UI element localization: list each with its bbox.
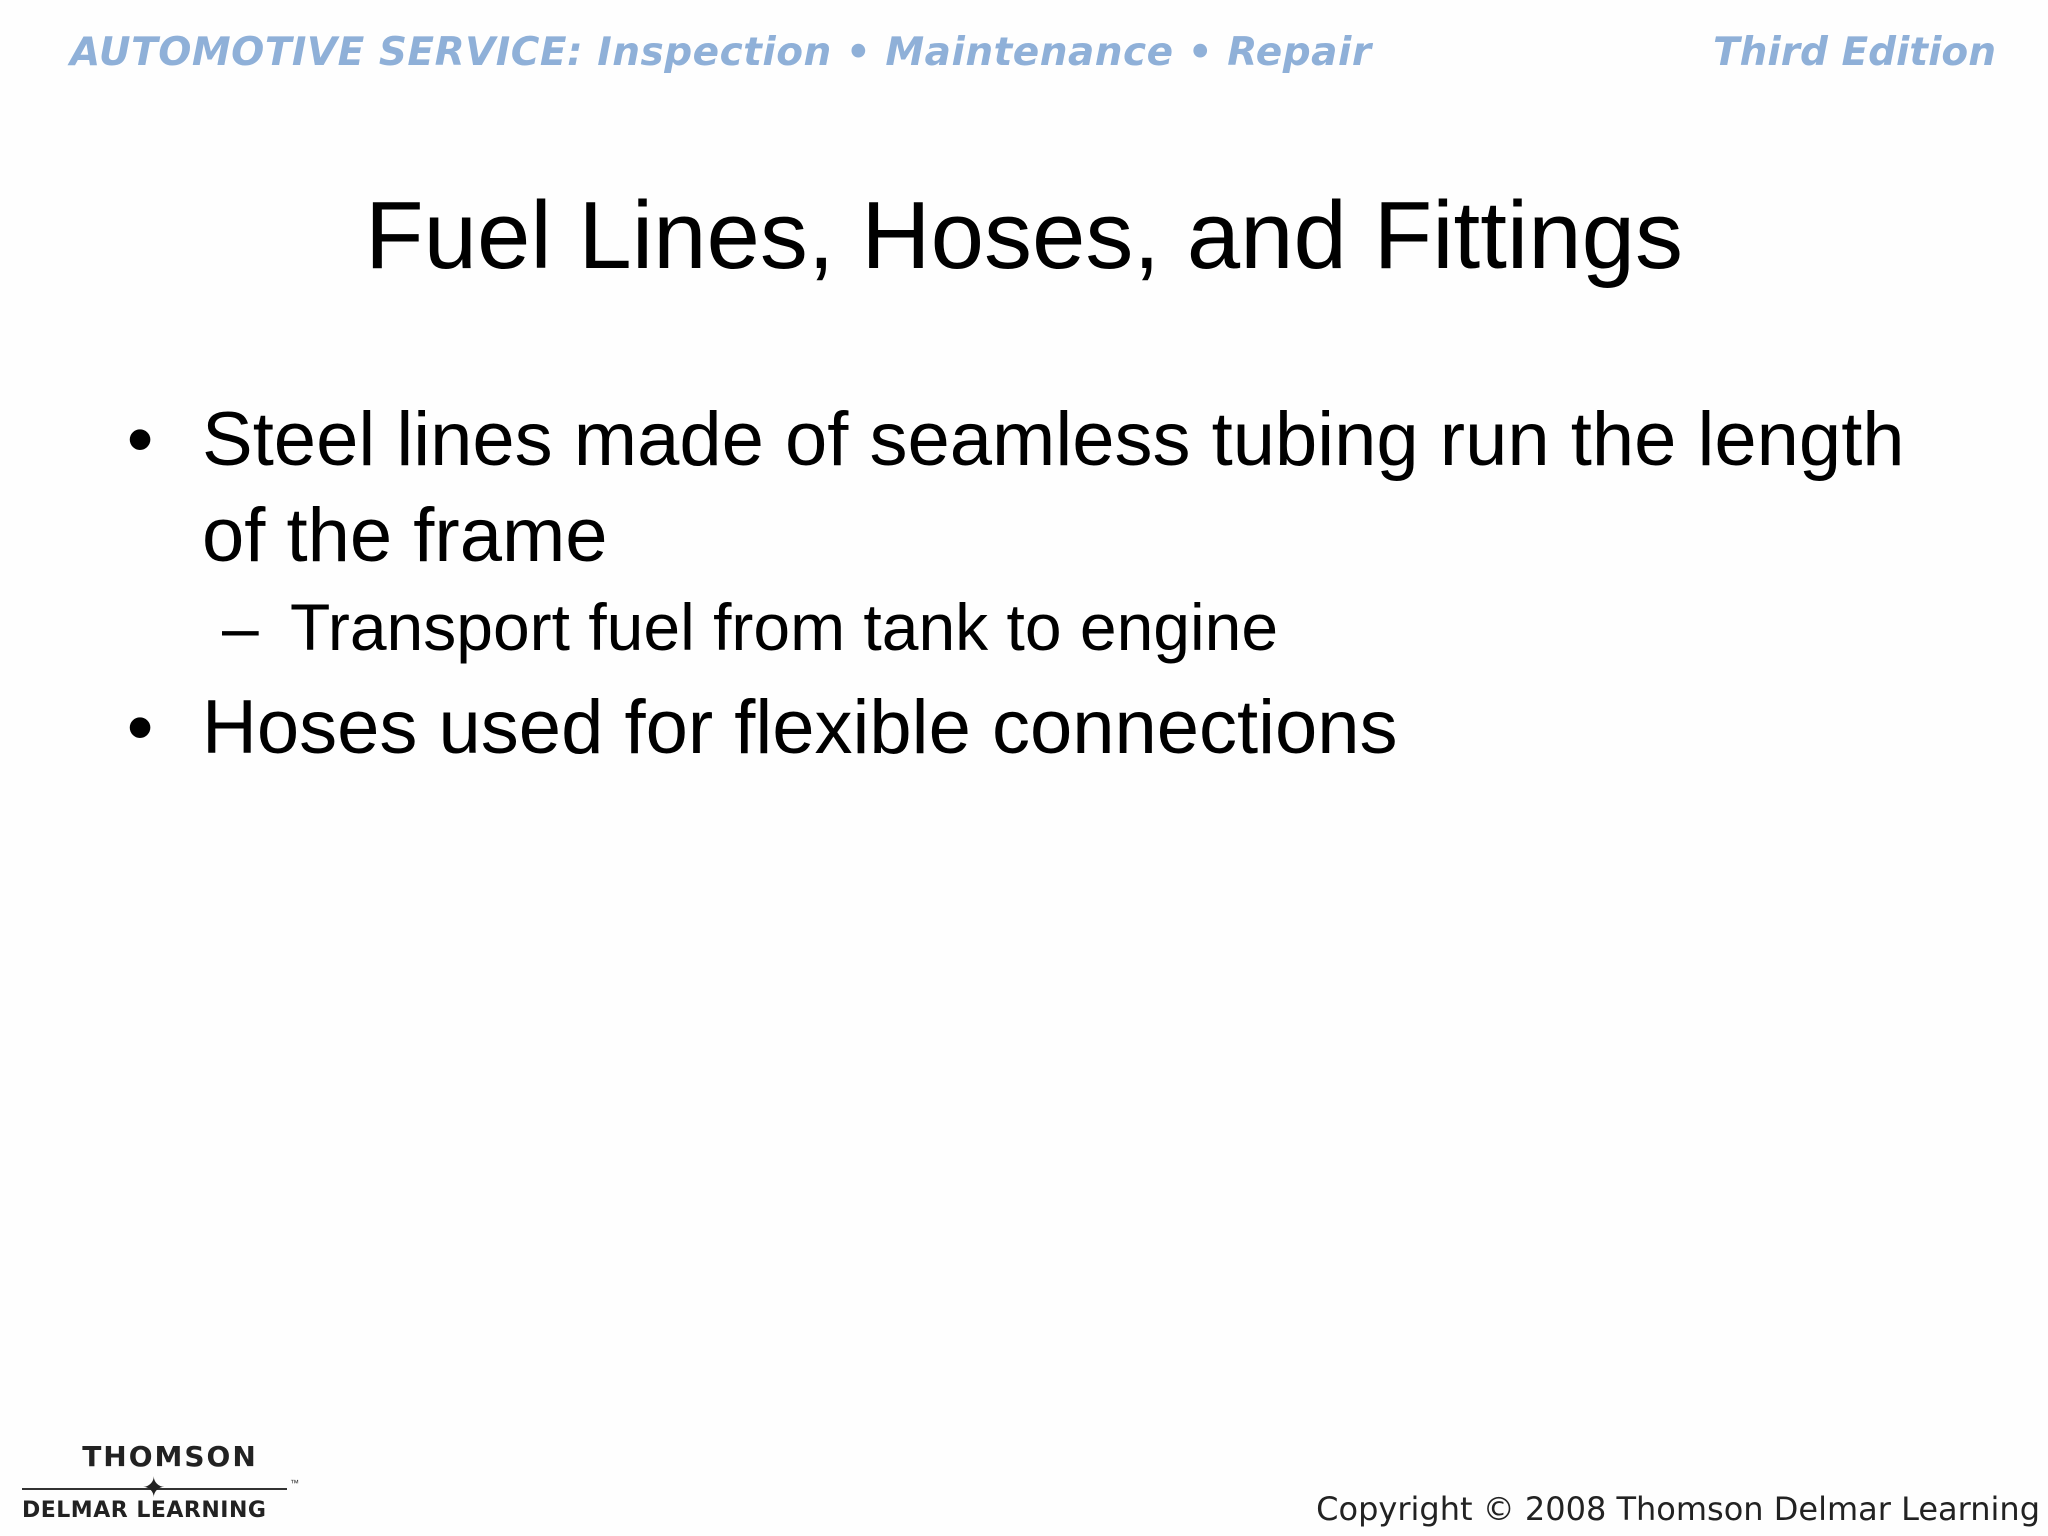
publisher-logo [22,1440,312,1530]
sub-bullet-item [120,584,1920,670]
bullet-item [120,392,1920,584]
logo-top-text: THOMSON [82,1440,258,1473]
slide-body [120,392,1920,776]
trademark-mark: ™ [290,1478,299,1488]
sub-bullet-marker: – [222,590,259,664]
bullet-text: Steel lines made of seamless tubing run the length of the frame [202,397,1905,578]
book-title-header: AUTOMOTIVE SERVICE: Inspection • Maintenance • Repair [70,30,1372,75]
logo-bottom-text: DELMAR LEARNING [22,1498,267,1523]
bullet-marker: • [126,397,154,482]
edition-label: Third Edition [1713,30,1996,75]
bullet-marker: • [126,685,154,770]
slide-title: Fuel Lines, Hoses, and Fittings [365,182,1683,289]
copyright-notice: Copyright © 2008 Thomson Delmar Learning [1316,1490,2040,1528]
sub-bullet-text: Transport fuel from tank to engine [290,590,1279,664]
bullet-text: Hoses used for flexible connections [202,685,1398,770]
star-icon: ✦ [142,1472,166,1503]
bullet-item [120,680,1920,776]
